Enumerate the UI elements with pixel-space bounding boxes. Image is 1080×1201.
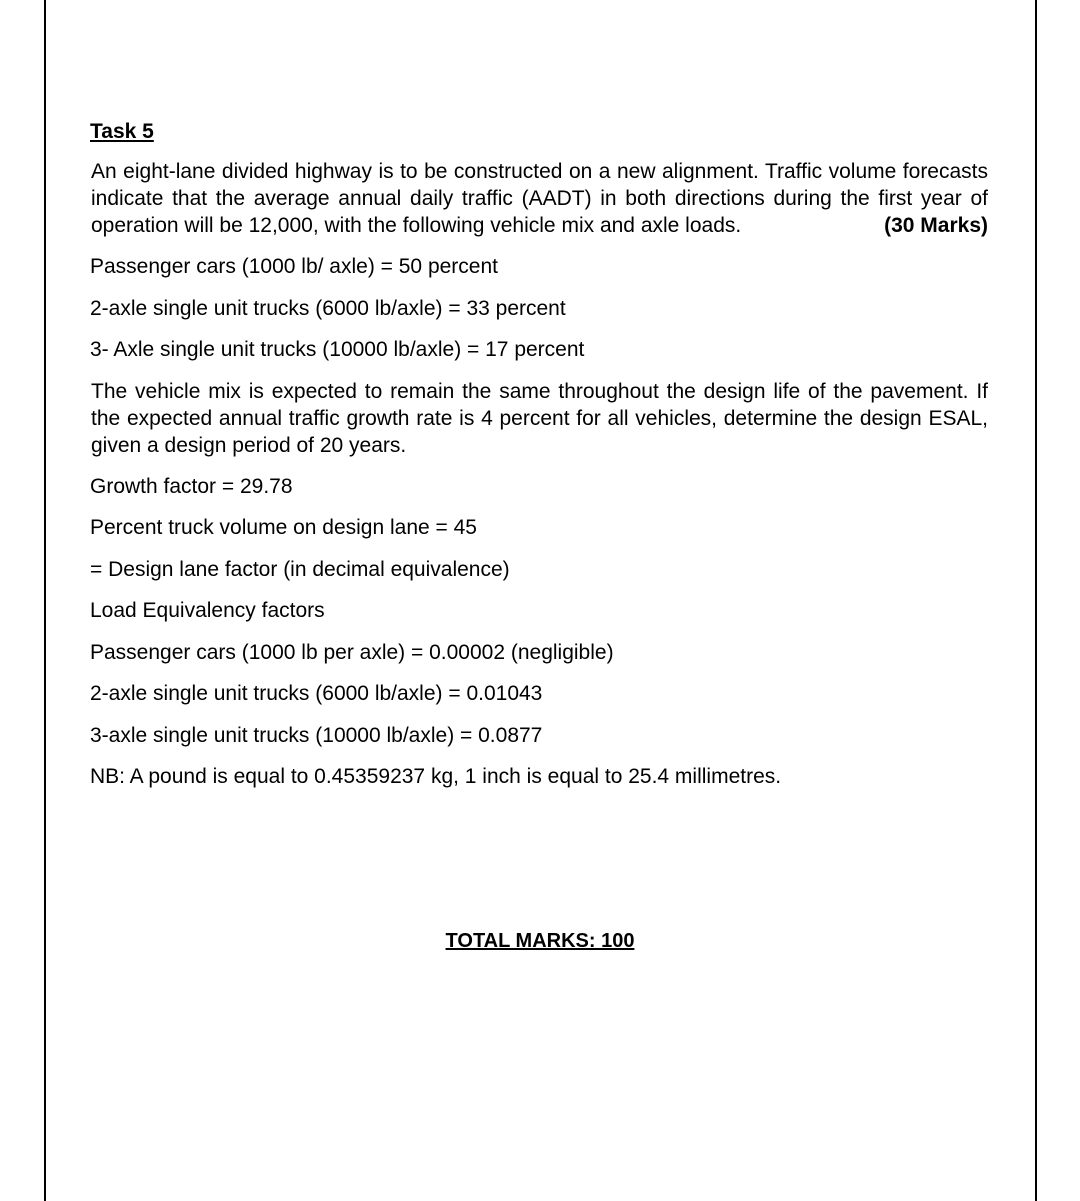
given-item: NB: A pound is equal to 0.45359237 kg, 1 inch is equal to 25.4 millimetres. <box>90 765 782 788</box>
task-heading: Task 5 <box>90 120 154 143</box>
task-question-paragraph: The vehicle mix is expected to remain the same throughout the design life of the pavement. If the expected annual traffic growth rate is 4 percent for all vehicles, determine the design ESAL, given a design period of 20 years. <box>91 379 988 457</box>
page-border-right <box>1035 0 1037 1201</box>
given-item: = Design lane factor (in decimal equivalence) <box>90 557 510 581</box>
given-item: 2-axle single unit trucks (6000 lb/axle) = 0.01043 <box>90 682 543 705</box>
given-item: Growth factor = 29.78 <box>90 474 293 498</box>
given-item: Percent truck volume on design lane = 45 <box>90 516 477 539</box>
given-item: Passenger cars (1000 lb per axle) = 0.00002 (negligible) <box>90 640 614 664</box>
vehicle-mix-item: 3- Axle single unit trucks (10000 lb/axle) = 17 percent <box>90 338 585 361</box>
given-item: Load Equivalency factors <box>90 599 325 622</box>
total-marks: TOTAL MARKS: 100 <box>445 930 635 952</box>
task-intro-paragraph <box>90 158 988 239</box>
given-item: 3-axle single unit trucks (10000 lb/axle) = 0.0877 <box>90 723 543 747</box>
task-content <box>90 118 988 805</box>
vehicle-mix-item: Passenger cars (1000 lb/ axle) = 50 percent <box>90 255 498 278</box>
task-intro-text: An eight-lane divided highway is to be constructed on a new alignment. Traffic volume forecasts indicate that the average annual daily traffic (AADT) in both directions during the first year of operation will be 12,000, with the following vehicle mix and axle loads. <box>91 160 988 237</box>
vehicle-mix-item: 2-axle single unit trucks (6000 lb/axle) = 33 percent <box>90 296 566 320</box>
task-marks: (30 Marks) <box>884 214 988 237</box>
page-border-left <box>44 0 46 1201</box>
